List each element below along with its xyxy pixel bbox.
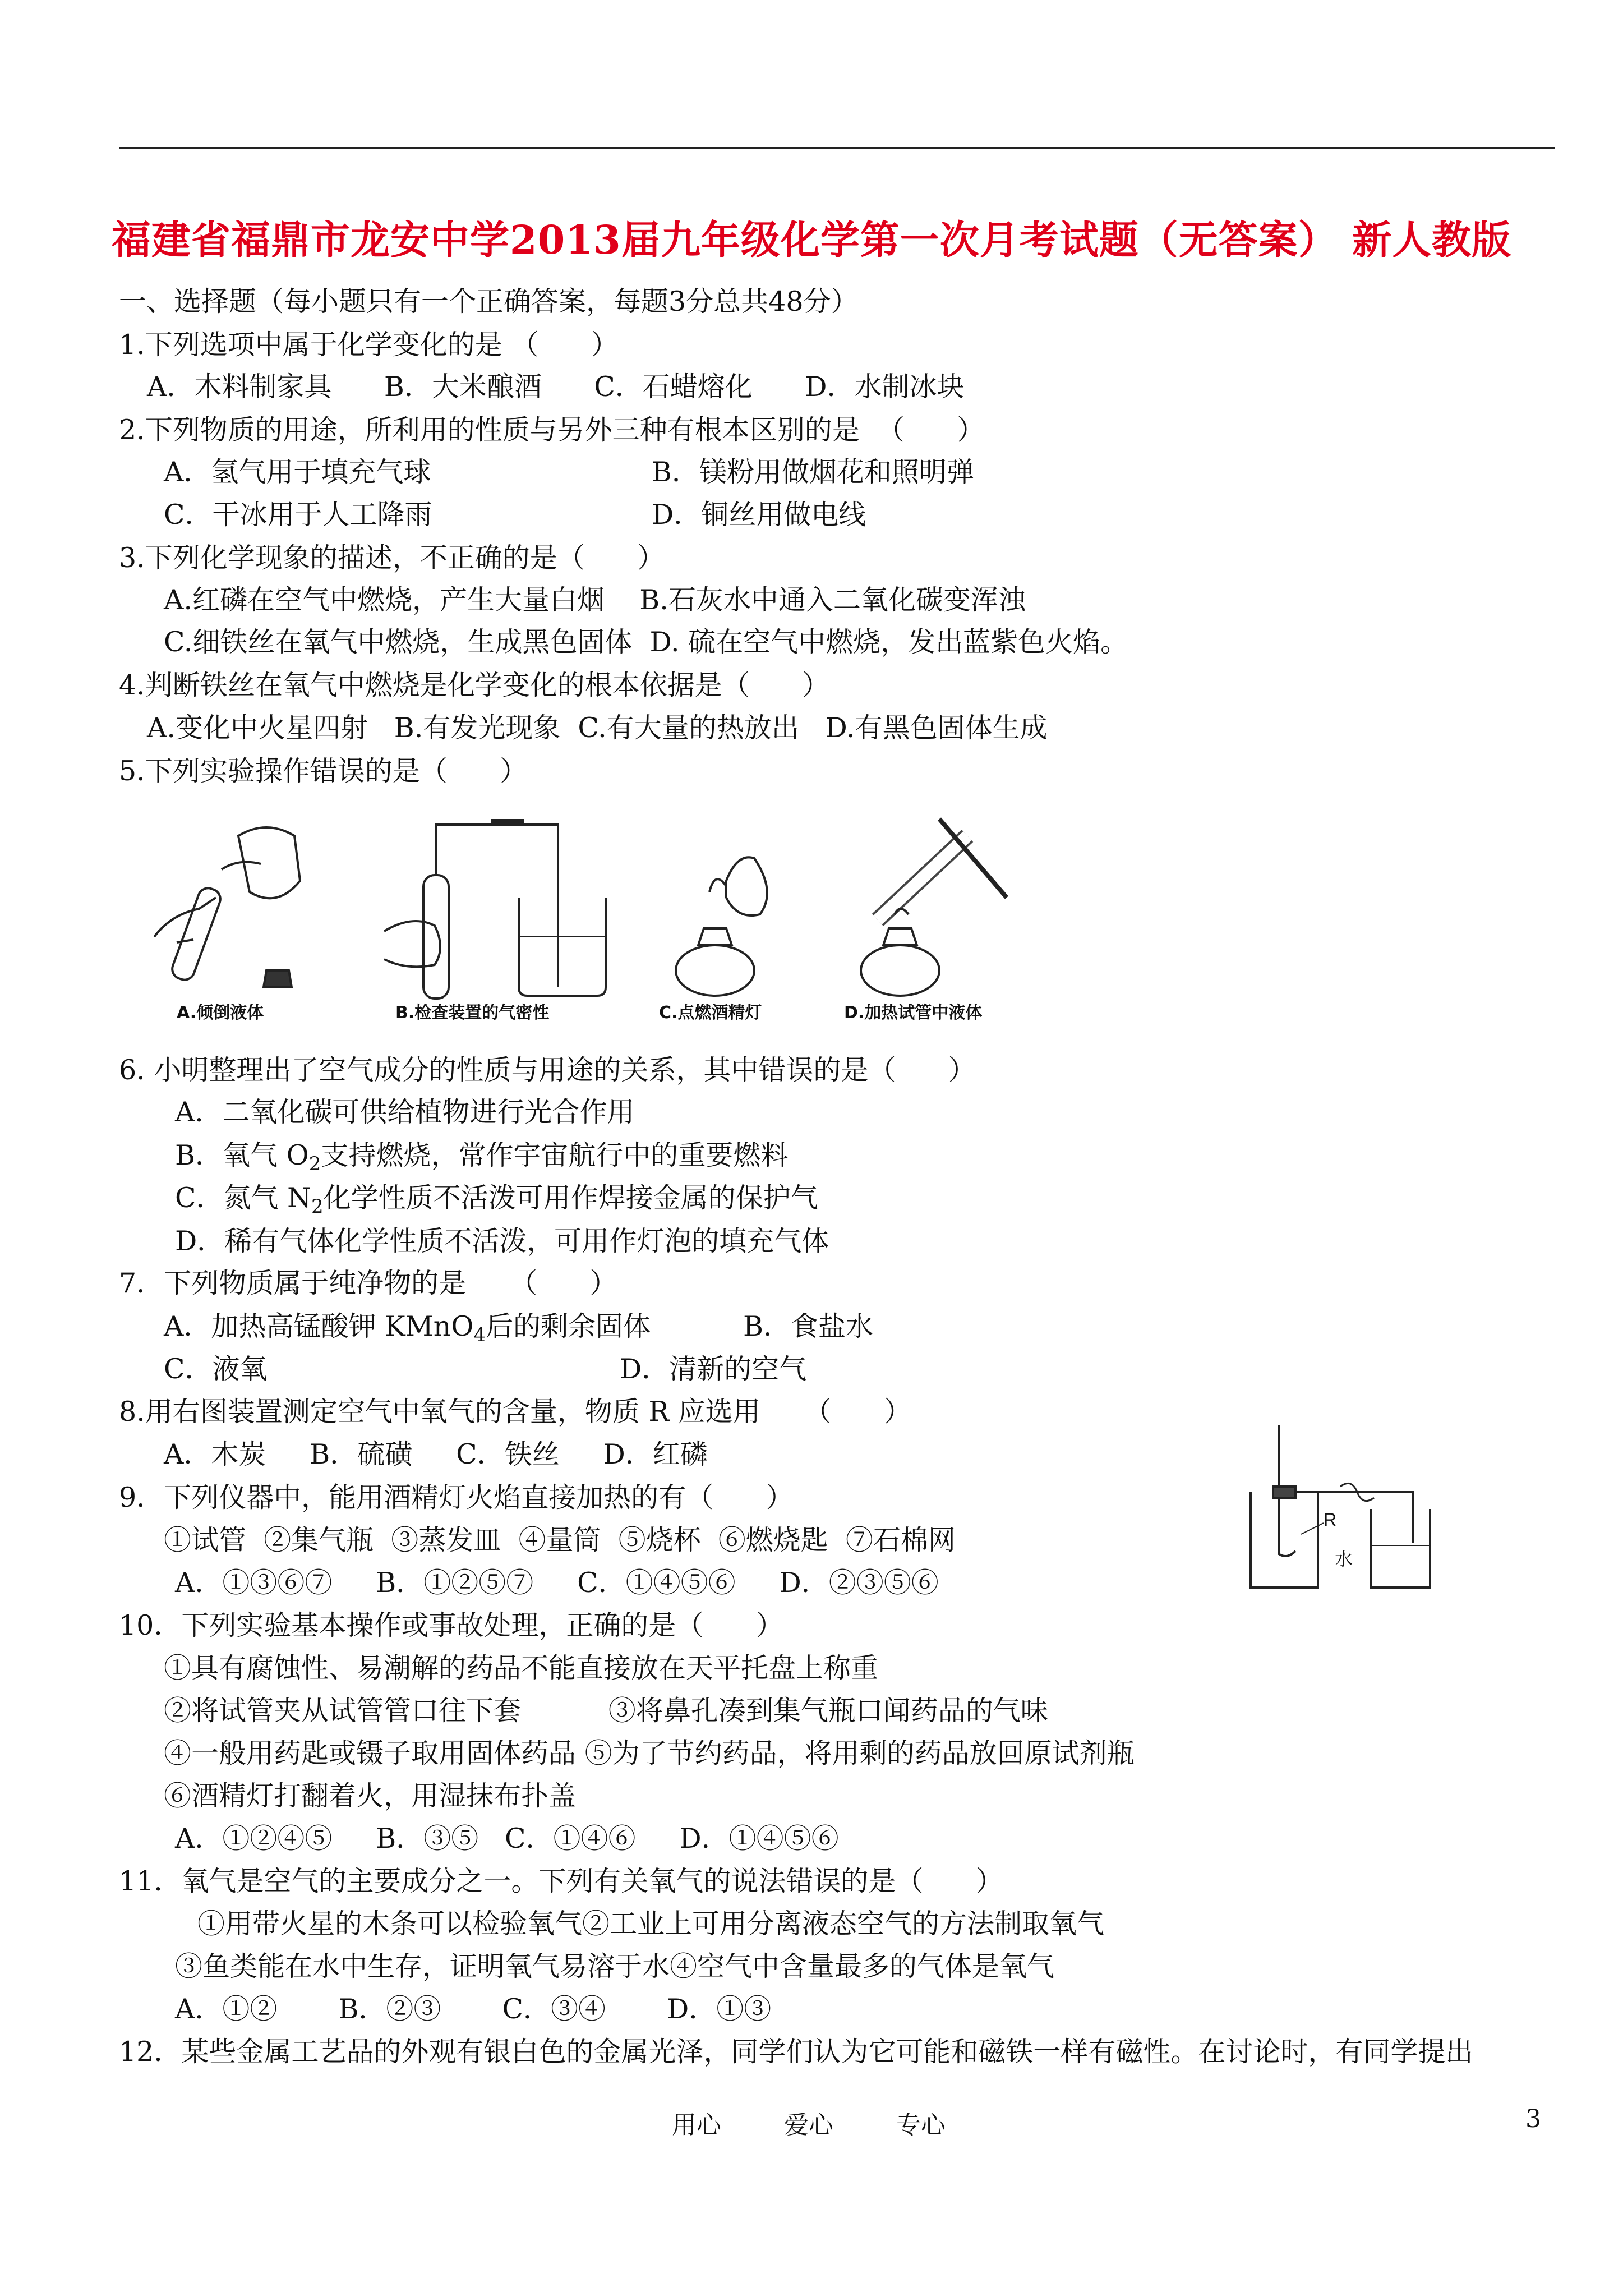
question-3-options-ab: A.红磷在空气中燃烧，产生大量白烟 B.石灰水中通入二氧化碳变浑浊 [164,584,1026,616]
question-3: 3.下列化学现象的描述，不正确的是（ ） [119,542,665,574]
q6b-text-rest: 支持燃烧，常作宇宙航行中的重要燃料 [321,1139,789,1171]
section-heading: 一、选择题（每小题只有一个正确答案，每题3分总共48分） [119,286,859,318]
question-4-options: A.变化中火星四射 B.有发光现象 C.有大量的热放出 D.有黑色固体生成 [147,712,1048,744]
question-11-items-1-2: ①用带火星的木条可以检验氧气②工业上可用分离液态空气的方法制取氧气 [197,1908,1105,1940]
question-4: 4.判断铁丝在氧气中燃烧是化学变化的根本依据是（ ） [119,669,830,701]
page-number: 3 [1525,2105,1541,2133]
question-2-option-c: C．干冰用于人工降雨 [164,499,432,531]
q6c-text: C．氮气 N [175,1182,311,1214]
question-2: 2.下列物质的用途，所利用的性质与另外三种有根本区别的是 （ ） [119,414,985,446]
question-2-option-b: B．镁粉用做烟花和照明弹 [652,456,975,488]
question-1: 1.下列选项中属于化学变化的是 （ ） [119,329,619,361]
q7a-text-rest: 后的剩余固体 [486,1310,651,1342]
question-10-items-2-3: ②将试管夹从试管管口往下套 ③将鼻孔凑到集气瓶口闻药品的气味 [164,1695,1048,1727]
q6c-text-rest: 化学性质不活泼可用作焊接金属的保护气 [323,1182,818,1214]
question-9-options: A．①③⑥⑦ B．①②⑤⑦ C．①④⑤⑥ D．②③⑤⑥ [175,1567,939,1599]
question-6-option-c [175,1181,818,1223]
question-2-option-a: A．氢气用于填充气球 [164,456,431,488]
label-water: 水 [1335,1549,1353,1569]
q6b-text: B．氧气 O [175,1139,309,1171]
question-8-options: A．木炭 B．硫磺 C．铁丝 D．红磷 [164,1438,708,1470]
question-10: 10．下列实验基本操作或事故处理，正确的是（ ） [119,1609,783,1641]
header-rule [119,147,1555,149]
question-10-items-4-5: ④一般用药匙或镊子取用固体药品 ⑤为了节约药品，将用剩的药品放回原试剂瓶 [164,1737,1135,1769]
caption-b: B.检查装置的气密性 [395,1003,550,1023]
question-11-items-3-4: ③鱼类能在水中生存，证明氧气易溶于水④空气中含量最多的气体是氧气 [175,1950,1055,1982]
question-12: 12．某些金属工艺品的外观有银白色的金属光泽，同学们认为它可能和磁铁一样有磁性。在讨论时，有同学提出 [119,2036,1473,2068]
question-2-option-d: D．铜丝用做电线 [652,499,866,531]
question-7: 7．下列物质属于纯净物的是 （ ） [119,1267,617,1299]
question-11: 11．氧气是空气的主要成分之一。下列有关氧气的说法错误的是（ ） [119,1865,1003,1897]
q6b-subscript: 2 [308,1153,321,1175]
question-7-option-d: D．清新的空气 [620,1353,807,1385]
question-6: 6. 小明整理出了空气成分的性质与用途的关系，其中错误的是（ ） [119,1054,976,1086]
caption-c: C.点燃酒精灯 [659,1003,762,1023]
question-10-options: A．①②④⑤ B．③⑤ C．①④⑥ D．①④⑤⑥ [175,1823,839,1855]
lighting-lamp-icon [676,857,767,996]
question-10-item-1: ①具有腐蚀性、易潮解的药品不能直接放在天平托盘上称重 [164,1652,879,1684]
oxygen-apparatus-figure [1245,1425,1469,1599]
caption-d: D.加热试管中液体 [844,1003,983,1023]
label-r: R [1324,1510,1337,1530]
question-10-item-6: ⑥酒精灯打翻着火，用湿抹布扑盖 [164,1780,577,1812]
question-6-option-b [175,1139,788,1181]
question-6-option-a: A．二氧化碳可供给植物进行光合作用 [175,1096,635,1128]
footer-text-3: 专心 [896,2111,946,2139]
question-7-option-a [164,1310,651,1352]
question-5: 5.下列实验操作错误的是（ ） [119,755,528,787]
pouring-liquid-icon [154,827,300,987]
question-9: 9．下列仪器中，能用酒精灯火焰直接加热的有（ ） [119,1481,794,1513]
experiment-drawings [132,802,1040,1027]
question-9-items: ①试管 ②集气瓶 ③蒸发皿 ④量筒 ⑤烧杯 ⑥燃烧匙 ⑦石棉网 [164,1524,956,1556]
question-11-options: A．①② B．②③ C．③④ D．①③ [175,1993,772,2025]
heating-test-tube-icon [861,819,1007,996]
caption-a: A.倾倒液体 [177,1003,264,1023]
page-title: 福建省福鼎市龙安中学2013届九年级化学第一次月考试题（无答案） 新人教版 [111,217,1512,263]
oxygen-apparatus-drawing [1245,1425,1469,1599]
q7a-subscript: 4 [473,1324,486,1346]
question-1-options: A．木料制家具 B．大米酿酒 C．石蜡熔化 D．水制冰块 [147,371,965,403]
footer-text-1: 用心 [672,2111,721,2139]
question-3-options-cd: C.细铁丝在氧气中燃烧，生成黑色固体 D. 硫在空气中燃烧，发出蓝紫色火焰。 [164,626,1128,658]
q6c-subscript: 2 [311,1195,324,1218]
footer-text-2: 爱心 [784,2111,833,2139]
q7a-text: A．加热高锰酸钾 KMnO [164,1310,474,1342]
airtightness-check-icon [384,822,606,999]
question-7-option-c: C．液氧 [164,1353,268,1385]
question-7-option-b: B．食盐水 [743,1310,874,1342]
question-6-option-d: D．稀有气体化学性质不活泼，可用作灯泡的填充气体 [175,1225,829,1257]
experiment-figure [132,802,1040,1027]
question-8: 8.用右图装置测定空气中氧气的含量，物质 R 应选用 （ ） [119,1396,912,1428]
